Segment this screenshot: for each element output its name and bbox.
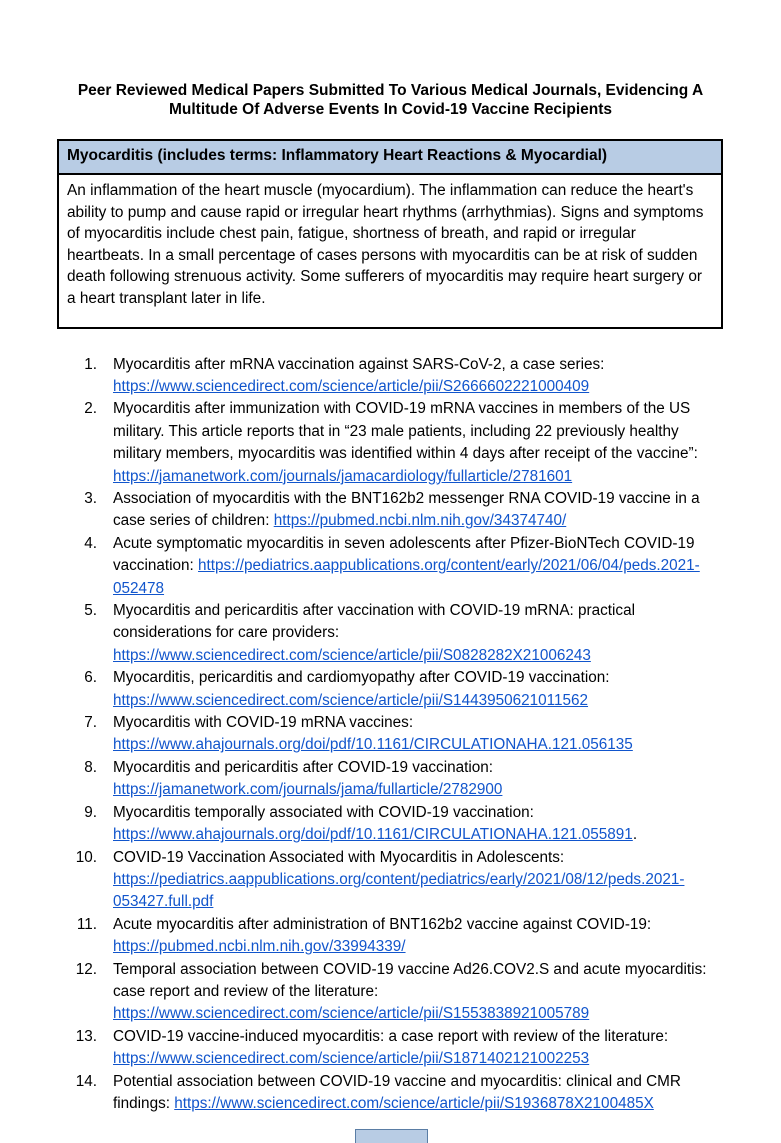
paper-number: 4. <box>84 534 97 552</box>
section-header-box <box>59 141 721 175</box>
paper-content <box>113 1026 723 1071</box>
paper-link[interactable]: https://www.ahajournals.org/doi/pdf/10.1161/CIRCULATIONAHA.121.055891 <box>113 826 633 844</box>
paper-text: Acute symptomatic myocarditis in seven adolescents after Pfizer-BioNTech COVID-19 vaccination: <box>113 534 695 575</box>
document-title <box>50 81 731 119</box>
paper-number: 10. <box>75 848 97 866</box>
papers-list <box>65 354 723 1116</box>
paper-number: 11. <box>76 915 97 933</box>
paper-content <box>113 959 723 1026</box>
paper-item <box>65 354 723 399</box>
paper-text: Myocarditis after immunization with COVID-19 mRNA vaccines in members of the US military. This article reports that in “23 male patients, including 22 previously healthy military members, myocarditis was identified within 4 days after receipt of the vaccine”: <box>113 400 698 463</box>
paper-content <box>113 712 723 757</box>
paper-number: 13. <box>75 1027 97 1045</box>
paper-number: 14. <box>75 1072 97 1090</box>
paper-number: 8. <box>84 758 97 776</box>
paper-link[interactable]: https://www.ahajournals.org/doi/pdf/10.1161/CIRCULATIONAHA.121.056135 <box>113 736 633 754</box>
paper-text: Association of myocarditis with the BNT162b2 messenger RNA COVID-19 vaccine in a case series of children: <box>113 490 700 530</box>
paper-item <box>65 914 723 959</box>
paper-link[interactable]: https://pubmed.ncbi.nlm.nih.gov/33994339/ <box>113 938 406 956</box>
paper-item <box>65 757 723 802</box>
section-description-text: An inflammation of the heart muscle (myocardium). The inflammation can reduce the heart's ability to pump and cause rapid or irregular heart rhythms (arrhythmias). Signs and symptoms of myocarditis include chest pain, fatigue, shortness of breath, and rapid or irregular heartbeats. In a small percentage of cases persons with myocarditis can be at risk of sudden death following strenuous activity. Some sufferers of myocarditis may require heart surgery or a heart transplant later in life. <box>67 182 704 307</box>
paper-text: Acute myocarditis after administration of BNT162b2 vaccine against COVID-19: <box>113 915 652 933</box>
paper-link[interactable]: https://www.sciencedirect.com/science/article/pii/S0828282X21006243 <box>113 646 591 664</box>
section-description-box <box>59 175 721 327</box>
paper-number: 2. <box>84 400 97 418</box>
document-title-line2: Multitude Of Adverse Events In Covid-19 Vaccine Recipients <box>168 101 613 118</box>
paper-link[interactable]: https://www.sciencedirect.com/science/article/pii/S1936878X2100485X <box>174 1094 654 1112</box>
paper-content <box>113 802 723 847</box>
paper-item <box>65 398 723 488</box>
paper-number: 7. <box>84 714 97 732</box>
paper-text: Myocarditis and pericarditis after COVID-19 vaccination: <box>113 758 494 776</box>
paper-link[interactable]: https://www.sciencedirect.com/science/article/pii/S1871402121002253 <box>113 1050 590 1068</box>
paper-content <box>113 398 723 488</box>
paper-content <box>113 354 723 399</box>
paper-item <box>65 1026 723 1071</box>
paper-link[interactable]: https://jamanetwork.com/journals/jamacardiology/fullarticle/2781601 <box>113 467 573 485</box>
paper-item <box>65 959 723 1026</box>
paper-item <box>65 533 723 600</box>
next-section-partial-box <box>355 1129 428 1143</box>
paper-content <box>113 847 723 914</box>
paper-item <box>65 488 723 533</box>
paper-text: Myocarditis and pericarditis after vaccination with COVID-19 mRNA: practical considerations for care providers: <box>113 602 635 642</box>
paper-link[interactable]: https://www.sciencedirect.com/science/article/pii/S1443950621011562 <box>113 691 589 709</box>
paper-text: COVID-19 vaccine-induced myocarditis: a case report with review of the literature: <box>113 1027 669 1045</box>
paper-number: 3. <box>84 490 97 507</box>
paper-text: Temporal association between COVID-19 vaccine Ad26.COV2.S and acute myocarditis: case report and review of the literature: <box>113 960 707 1000</box>
paper-link[interactable]: https://www.sciencedirect.com/science/article/pii/S2666602221000409 <box>113 377 590 395</box>
section-box <box>57 139 723 329</box>
paper-content <box>113 488 723 533</box>
paper-link[interactable]: https://www.sciencedirect.com/science/article/pii/S1553838921005789 <box>113 1005 590 1023</box>
paper-link[interactable]: https://jamanetwork.com/journals/jama/fullarticle/2782900 <box>113 781 503 799</box>
paper-text: Myocarditis temporally associated with COVID-19 vaccination: <box>113 803 534 821</box>
paper-content <box>113 1071 723 1116</box>
paper-link[interactable]: https://pediatrics.aappublications.org/content/early/2021/06/04/peds.2021-052478 <box>113 557 700 597</box>
paper-content <box>113 600 723 667</box>
paper-number: 5. <box>84 602 97 620</box>
paper-number: 9. <box>84 803 97 821</box>
paper-item <box>65 847 723 914</box>
paper-link[interactable]: https://pubmed.ncbi.nlm.nih.gov/34374740/ <box>273 512 567 530</box>
paper-number: 6. <box>84 669 97 687</box>
section-header-title: Myocarditis (includes terms: Inflammatory Heart Reactions & Myocardial) <box>67 147 608 164</box>
document-title-line1: Peer Reviewed Medical Papers Submitted To Various Medical Journals, Evidencing A <box>77 82 704 99</box>
paper-item <box>65 600 723 667</box>
paper-content <box>113 533 723 600</box>
paper-content <box>113 667 723 712</box>
paper-text: Myocarditis with COVID-19 mRNA vaccines: <box>113 714 414 732</box>
paper-link[interactable]: https://pediatrics.aappublications.org/content/pediatrics/early/2021/08/12/peds.2021-053427.full.pdf <box>113 870 685 911</box>
paper-number: 1. <box>84 355 97 373</box>
paper-item <box>65 712 723 757</box>
paper-number: 12. <box>75 960 97 978</box>
paper-text: Myocarditis, pericarditis and cardiomyopathy after COVID-19 vaccination: <box>113 669 610 687</box>
paper-content <box>113 757 723 802</box>
paper-item <box>65 667 723 712</box>
paper-item <box>65 802 723 847</box>
paper-suffix: . <box>632 826 638 844</box>
paper-text: Potential association between COVID-19 vaccine and myocarditis: clinical and CMR findings: <box>113 1072 681 1112</box>
paper-content <box>113 914 723 959</box>
paper-text: Myocarditis after mRNA vaccination against SARS-CoV-2, a case series: <box>113 355 605 373</box>
paper-item <box>65 1071 723 1116</box>
paper-text: COVID-19 Vaccination Associated with Myocarditis in Adolescents: <box>113 848 565 866</box>
